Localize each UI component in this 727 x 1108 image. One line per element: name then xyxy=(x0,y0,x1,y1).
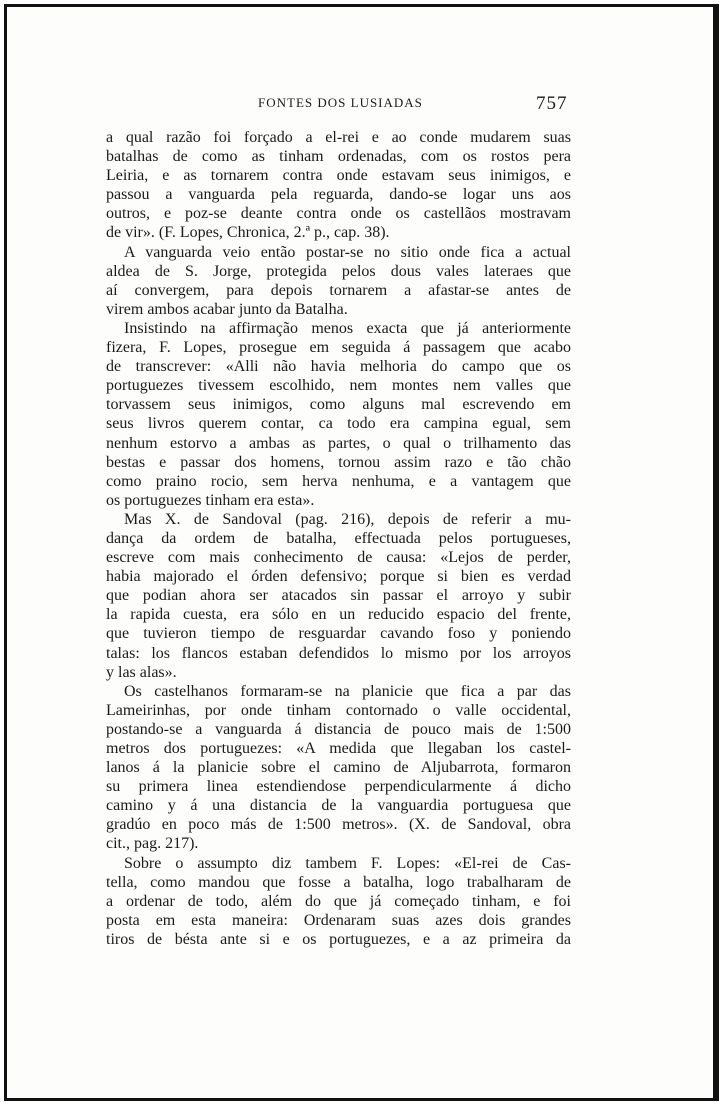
running-title: FONTES DOS LUSIADAS xyxy=(258,95,423,110)
running-head xyxy=(0,93,727,113)
text-line: Lameirinhas, por onde tinham contornado o valle occidental, xyxy=(106,701,571,719)
text-line: dança da ordem de batalha, effectuada pelos portugueses, xyxy=(106,529,571,547)
text-line: aldea de S. Jorge, protegida pelos dous vales lateraes que xyxy=(106,262,571,280)
text-line: escreve com mais conhecimento de causa: «Lejos de perder, xyxy=(106,549,571,567)
text-line: A vanguarda veio então postar-se no sitio onde fica a actual xyxy=(124,243,571,261)
text-line: postando-se a vanguarda á distancia de pouco mais de 1:500 xyxy=(106,720,571,738)
text-line: como praino rocio, sem herva nenhuma, e a vantagem que xyxy=(106,472,571,490)
page-number: 757 xyxy=(536,93,568,114)
text-line: gradúo en poco más de 1:500 metros». (X. de Sandoval, obra xyxy=(106,816,571,834)
text-line: de vir». (F. Lopes, Chronica, 2.ª p., cap. 38). xyxy=(106,224,390,242)
text-line: talas: los flancos estaban defendidos lo mismo por los arroyos xyxy=(106,644,571,662)
text-line: passou a vanguarda pela reguarda, dando-se logar uns aos xyxy=(106,186,571,204)
text-line: nenhum estorvo a ambas as partes, o qual o trilhamento das xyxy=(106,434,571,452)
text-line: que tuvieron tiempo de resguardar cavando foso y poniendo xyxy=(106,625,571,643)
text-line: tiros de bésta ante si e os portuguezes, e a az primeira da xyxy=(106,930,571,948)
text-line: outros, e poz-se deante contra onde os castellãos mostravam xyxy=(106,205,571,223)
text-line: a ordenar de todo, além do que já começado tinham, e foi xyxy=(106,892,571,910)
text-line: Os castelhanos formaram-se na planicie que fica a par das xyxy=(124,682,571,700)
text-line: lanos á la planicie sobre el camino de Aljubarrota, formaron xyxy=(106,759,571,777)
text-line: su primera linea estendiendose perpendicularmente á dicho xyxy=(106,778,571,796)
text-line: de transcrever: «Alli não havia melhoria do campo que os xyxy=(106,358,571,376)
text-line: virem ambos acabar junto da Batalha. xyxy=(106,300,348,318)
text-line: fizera, F. Lopes, prosegue em seguida á passagem que acabo xyxy=(106,339,571,357)
text-line: metros dos portuguezes: «A medida que llegaban los castel- xyxy=(106,740,571,757)
text-line: batalhas de como as tinham ordenadas, com os rostos pera xyxy=(106,148,571,166)
text-line: Sobre o assumpto diz tambem F. Lopes: «El-rei de Cas- xyxy=(124,854,571,872)
text-line: la rapida cuesta, era sólo en un reducido espacio del frente, xyxy=(106,606,571,624)
text-line: aí convergem, para depois tornarem a afastar-se antes de xyxy=(106,281,571,299)
text-line: posta em esta maneira: Ordenaram suas azes dois grandes xyxy=(106,911,571,929)
text-line: y las alas». xyxy=(106,663,177,681)
text-line: tella, como mandou que fosse a batalha, logo trabalharam de xyxy=(106,873,571,891)
text-line: cit., pag. 217). xyxy=(106,835,199,853)
text-line: Leiria, e as tornarem contra onde estavam seus inimigos, e xyxy=(106,167,571,185)
text-line: torvassem seus inimigos, como alguns mal escrevendo em xyxy=(106,396,571,414)
text-line: os portuguezes tinham era esta». xyxy=(106,491,315,509)
text-line: camino y á una distancia de la vanguardia portuguesa que xyxy=(106,797,571,815)
text-line: Insistindo na affirmação menos exacta que já anteriormente xyxy=(124,319,571,337)
body-text xyxy=(106,128,571,949)
text-line: que podian ahora ser atacados sin passar el arroyo y subir xyxy=(106,587,571,605)
text-line: portuguezes tivessem escolhido, nem montes nem valles que xyxy=(106,377,571,395)
text-line: bestas e passar dos homens, tornou assim razo e tão chão xyxy=(106,453,571,471)
text-line: seus livros querem contar, ca todo era campina egual, sem xyxy=(106,415,571,433)
text-line: a qual razão foi forçado a el-rei e ao conde mudarem suas xyxy=(106,129,571,146)
text-line: Mas X. de Sandoval (pag. 216), depois de referir a mu- xyxy=(124,510,571,528)
text-line: habia majorado el órden defensivo; porque si bien es verdad xyxy=(106,568,571,586)
